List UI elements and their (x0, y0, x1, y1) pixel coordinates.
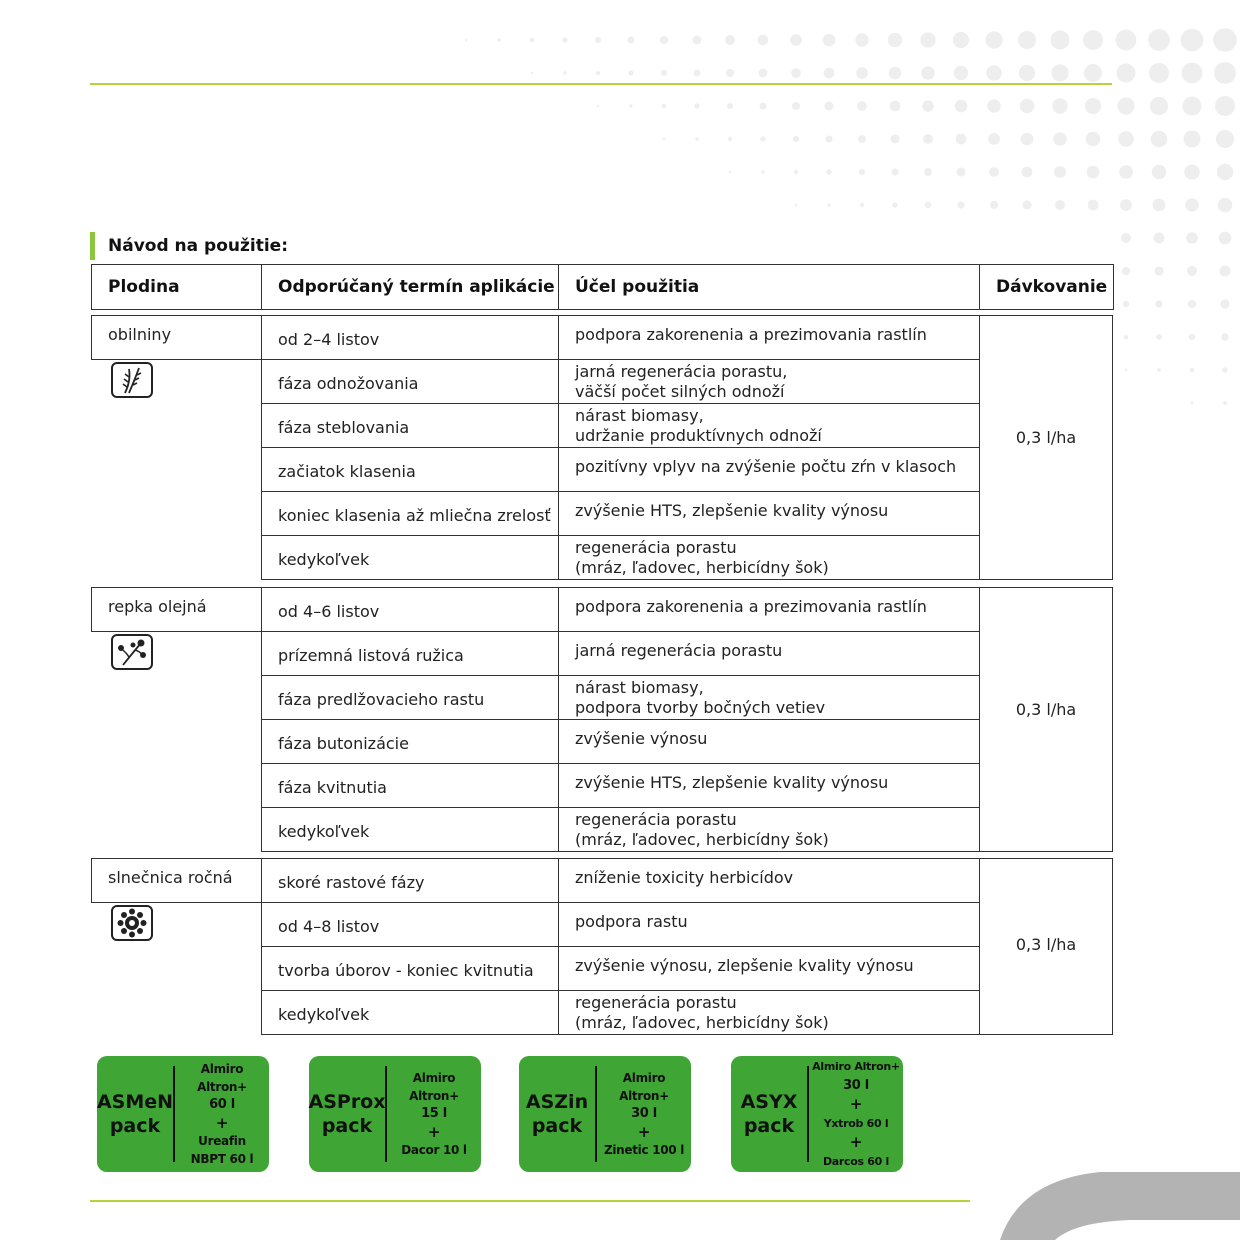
purpose-line: podpora tvorby bočných vetiev (575, 697, 826, 717)
table-header-purpose (558, 264, 980, 310)
purpose-cell (558, 902, 980, 947)
decor-dot (888, 33, 902, 47)
decor-dot (795, 204, 798, 207)
decor-dot (1154, 233, 1165, 244)
decor-dot (827, 203, 831, 207)
crop-name: repka olejná (108, 597, 207, 616)
decor-dot (891, 168, 898, 175)
decor-dot (596, 71, 600, 75)
decor-dot (1124, 335, 1129, 340)
purpose-line: zvýšenie výnosu, zlepšenie kvality výnosu (575, 955, 914, 975)
purpose-text (575, 678, 825, 718)
decor-dot (1153, 199, 1166, 212)
decor-dot (1221, 333, 1228, 340)
pack-name-line: pack (743, 1115, 795, 1137)
pack-item: Almiro Altron+ (197, 1062, 247, 1094)
term-text: kedykoľvek (278, 821, 370, 841)
decor-dot (1019, 65, 1035, 81)
term-text: fáza predlžovacieho rastu (278, 689, 485, 709)
term-cell (261, 719, 559, 764)
decor-dot (1122, 267, 1130, 275)
decor-dot (1119, 165, 1133, 179)
crop-cell (91, 587, 262, 632)
decor-dot (860, 203, 864, 207)
pack-item: Zinetic 100 l (603, 1143, 685, 1157)
decor-dot (562, 37, 567, 42)
purpose-line: podpora rastu (575, 911, 688, 931)
decor-dot (956, 134, 967, 145)
decor-dot (1188, 300, 1196, 308)
purpose-cell (558, 719, 980, 764)
decor-dot (1215, 96, 1235, 116)
pack-plus: + (637, 1123, 651, 1141)
decor-dot (1214, 62, 1236, 84)
term-cell (261, 403, 559, 448)
decor-dot (1191, 402, 1194, 405)
decor-dot (892, 202, 897, 207)
decor-dot (1055, 200, 1065, 210)
decor-dot (1054, 166, 1066, 178)
term-cell (261, 763, 559, 808)
pack-name (519, 1056, 595, 1172)
purpose-text (575, 912, 688, 932)
decor-dot (1184, 164, 1199, 179)
purpose-line: regenerácia porastu (575, 809, 737, 829)
product-pack (309, 1056, 481, 1172)
decor-dot (693, 36, 702, 45)
product-pack (519, 1056, 691, 1172)
purpose-text (575, 325, 927, 345)
decor-dot (1018, 31, 1036, 49)
pack-item: Almiro Altron+ (409, 1071, 459, 1103)
purpose-cell (558, 315, 980, 360)
pack-name (309, 1056, 385, 1172)
decor-dot (725, 35, 735, 45)
term-text: začiatok klasenia (278, 461, 416, 481)
pack-name-line: ASProx (308, 1091, 386, 1113)
dose-value: 0,3 l/ha (1015, 935, 1077, 954)
term-cell (261, 535, 559, 580)
decor-dot (1116, 30, 1137, 51)
decor-dot (920, 32, 935, 47)
term-cell (261, 807, 559, 852)
purpose-line: zvýšenie HTS, zlepšenie kvality výnosu (575, 772, 889, 792)
decor-dot (1051, 64, 1068, 81)
decor-dot (824, 68, 835, 79)
term-cell (261, 675, 559, 720)
decor-dot (825, 135, 832, 142)
decor-dot (758, 35, 769, 46)
term-text: fáza kvitnutia (278, 777, 387, 797)
product-pack (97, 1056, 269, 1172)
table-header-term (261, 264, 559, 310)
decor-dot (954, 66, 968, 80)
decor-dot (794, 170, 798, 174)
decor-dot (825, 102, 834, 111)
decor-dot (957, 168, 966, 177)
section-title: Návod na použitie: (90, 232, 288, 260)
purpose-line: nárast biomasy, (575, 677, 704, 697)
term-text: fáza steblovania (278, 417, 410, 437)
term-text: od 2–4 listov (278, 329, 380, 349)
decor-dot (1023, 201, 1032, 210)
decor-dot (955, 100, 968, 113)
decor-dot (1219, 232, 1232, 245)
term-cell (261, 946, 559, 991)
decor-dot (986, 65, 1001, 80)
dose-cell (979, 587, 1113, 852)
decor-dot (1185, 198, 1199, 212)
decor-dot (761, 170, 764, 173)
pack-item: Ureafin (198, 1134, 246, 1148)
decor-dot (1183, 97, 1202, 116)
wheat-icon (111, 362, 153, 398)
decor-dot (694, 70, 701, 77)
decor-dot (857, 101, 867, 111)
term-cell (261, 491, 559, 536)
crop-cell (91, 858, 262, 903)
decor-dot (695, 137, 698, 140)
decor-dot (663, 138, 666, 141)
decor-dot (989, 167, 999, 177)
decor-dot (924, 168, 932, 176)
decor-dot (661, 70, 667, 76)
header-label: Odporúčaný termín aplikácie (278, 277, 555, 297)
term-text: kedykoľvek (278, 549, 370, 569)
decor-dot (728, 137, 732, 141)
decor-dot (988, 133, 1000, 145)
purpose-line: udržanie produktívnych odnoží (575, 425, 822, 445)
purpose-text (575, 773, 888, 793)
purpose-line: regenerácia porastu (575, 992, 737, 1012)
bottom-accent-line (90, 1200, 970, 1202)
purpose-text (575, 729, 707, 749)
decor-dot (856, 67, 868, 79)
rapeseed-icon (111, 634, 153, 670)
purpose-cell (558, 990, 980, 1035)
purpose-line: jarná regenerácia porastu (575, 640, 783, 660)
decor-dot (1152, 165, 1167, 180)
decor-dot (1083, 30, 1103, 50)
purpose-line: nárast biomasy, (575, 405, 704, 425)
purpose-text (575, 868, 793, 888)
decor-dot (1183, 130, 1200, 147)
decor-dot (1156, 334, 1162, 340)
pack-name-line: ASMeN (96, 1091, 174, 1113)
pack-plus: + (849, 1133, 863, 1151)
decor-dot (1120, 199, 1132, 211)
term-text: tvorba úborov - koniec kvitnutia (278, 960, 534, 980)
dose-value: 0,3 l/ha (1015, 700, 1077, 719)
crop-name: obilniny (108, 325, 172, 344)
decor-dot (694, 103, 699, 108)
purpose-line: (mráz, ľadovec, herbicídny šok) (575, 829, 829, 849)
purpose-cell (558, 535, 980, 580)
decor-dot (1021, 133, 1034, 146)
dose-cell (979, 858, 1113, 1035)
header-label: Účel použitia (575, 277, 700, 297)
decor-dot (1216, 130, 1234, 148)
purpose-text (575, 810, 829, 850)
term-text: kedykoľvek (278, 1004, 370, 1024)
pack-item: Darcos 60 l (822, 1155, 890, 1168)
decor-dot (858, 135, 866, 143)
decor-dot (1088, 200, 1099, 211)
pack-item: 30 l (631, 1106, 657, 1121)
pack-item: Almiro Altron+ (812, 1060, 900, 1073)
pack-contents (387, 1056, 481, 1172)
purpose-line: (mráz, ľadovec, herbicídny šok) (575, 557, 829, 577)
decor-dot (497, 38, 500, 41)
decor-dot (1053, 132, 1067, 146)
decor-dot (1150, 97, 1168, 115)
decor-dot (1020, 99, 1034, 113)
term-cell (261, 858, 559, 903)
pack-name-line: pack (109, 1115, 161, 1137)
decor-dot (629, 104, 632, 107)
decor-dot (662, 104, 666, 108)
decor-dot (1118, 131, 1133, 146)
decor-dot (823, 34, 836, 47)
pack-item: 15 l (421, 1106, 447, 1121)
purpose-line: (mráz, ľadovec, herbicídny šok) (575, 1012, 829, 1032)
decor-dot (759, 69, 768, 78)
decor-dot (987, 99, 1001, 113)
pack-plus: + (215, 1114, 229, 1132)
decor-dot (1123, 301, 1129, 307)
sunflower-icon (111, 905, 153, 941)
term-text: od 4–6 listov (278, 601, 380, 621)
purpose-line: zvýšenie výnosu (575, 728, 708, 748)
decor-dot (1220, 266, 1231, 277)
decor-dot (628, 70, 633, 75)
purpose-cell (558, 763, 980, 808)
decor-dot (1117, 97, 1134, 114)
decor-dot (1085, 98, 1101, 114)
crop-name: slnečnica ročná (108, 868, 233, 887)
term-text: skoré rastové fázy (278, 872, 425, 892)
term-cell (261, 990, 559, 1035)
decor-dot (922, 100, 934, 112)
decor-dot (953, 32, 969, 48)
decor-dot (1218, 198, 1233, 213)
purpose-text (575, 457, 956, 477)
decor-dot (1190, 368, 1195, 373)
purpose-text (575, 641, 782, 661)
decor-dot (1189, 334, 1195, 340)
decor-dot (760, 136, 765, 141)
pack-item: Yxtrob 60 l (823, 1117, 889, 1130)
decor-dot (1154, 266, 1163, 275)
pack-plus: + (849, 1095, 863, 1113)
header-label: Dávkovanie (996, 277, 1108, 297)
decor-dot (1157, 368, 1161, 372)
purpose-cell (558, 359, 980, 404)
decor-dot (531, 72, 533, 74)
product-pack (731, 1056, 903, 1172)
purpose-line: zníženie toxicity herbicídov (575, 867, 794, 887)
pack-plus: + (427, 1123, 441, 1141)
decor-dot (595, 37, 601, 43)
pack-name (97, 1056, 173, 1172)
decor-dot (1151, 131, 1167, 147)
decor-dot (628, 37, 635, 44)
purpose-text (575, 597, 927, 617)
table-header-crop (91, 264, 262, 310)
purpose-cell (558, 447, 980, 492)
purpose-line: zvýšenie HTS, zlepšenie kvality výnosu (575, 500, 889, 520)
purpose-text (575, 993, 829, 1033)
decor-dot (855, 33, 868, 46)
decor-dot (465, 39, 467, 41)
decor-dot (597, 105, 599, 107)
decor-dot (1086, 132, 1100, 146)
pack-contents (175, 1056, 269, 1172)
purpose-text (575, 538, 829, 578)
decor-dot (1213, 28, 1237, 52)
top-accent-line (90, 83, 1112, 85)
decor-dot (726, 69, 734, 77)
purpose-line: pozitívny vplyv na zvýšenie počtu zŕn v klasoch (575, 456, 957, 476)
pack-contents (597, 1056, 691, 1172)
decor-dot (660, 36, 668, 44)
purpose-line: regenerácia porastu (575, 537, 737, 557)
decor-dot (1182, 63, 1203, 84)
purpose-cell (558, 807, 980, 852)
crop-cell (91, 315, 262, 360)
term-cell (261, 359, 559, 404)
decor-dot (729, 171, 732, 174)
purpose-cell (558, 631, 980, 676)
decor-dot (1220, 299, 1229, 308)
pack-name-line: ASYX (740, 1091, 798, 1113)
purpose-cell (558, 675, 980, 720)
term-text: prízemná listová ružica (278, 645, 464, 665)
term-text: koniec klasenia až mliečna zrelosť (278, 505, 551, 525)
decor-dot (923, 134, 933, 144)
decor-dot (1052, 98, 1067, 113)
decor-dot (889, 67, 902, 80)
decor-dot (1186, 232, 1198, 244)
decor-dot (1051, 31, 1070, 50)
header-label: Plodina (108, 277, 180, 297)
purpose-line: podpora zakorenenia a prezimovania rastlín (575, 324, 927, 344)
term-cell (261, 631, 559, 676)
pack-item: 60 l (209, 1097, 235, 1112)
decor-dot (792, 102, 800, 110)
decor-dot (1155, 300, 1162, 307)
purpose-text (575, 362, 787, 402)
decor-dot (727, 103, 733, 109)
purpose-text (575, 956, 914, 976)
decor-dot (891, 135, 900, 144)
pack-name (731, 1056, 807, 1172)
decor-dot (791, 68, 801, 78)
decor-dot (990, 201, 998, 209)
purpose-text (575, 406, 822, 446)
decor-dot (1217, 164, 1233, 180)
corner-decoration (960, 1160, 1240, 1240)
purpose-line: väčší počet silných odnoží (575, 381, 785, 401)
table-header-dose (979, 264, 1114, 310)
purpose-cell (558, 491, 980, 536)
purpose-cell (558, 587, 980, 632)
pack-item: Dacor 10 l (401, 1143, 467, 1157)
decor-dot (530, 38, 534, 42)
decor-dot (790, 34, 802, 46)
decor-dot (1148, 29, 1170, 51)
decor-dot (925, 202, 931, 208)
pack-name-line: pack (321, 1115, 373, 1137)
decor-dot (1149, 63, 1169, 83)
purpose-cell (558, 946, 980, 991)
pack-item: NBPT 60 l (190, 1152, 254, 1166)
pack-name-line: pack (531, 1115, 583, 1137)
decor-dot (921, 66, 934, 79)
term-text: fáza butonizácie (278, 733, 409, 753)
pack-item: Almiro Altron+ (619, 1071, 669, 1103)
decor-dot (793, 136, 799, 142)
decor-dot (1125, 369, 1128, 372)
purpose-line: podpora zakorenenia a prezimovania rastlín (575, 596, 927, 616)
decor-dot (826, 169, 831, 174)
decor-dot (1187, 266, 1197, 276)
decor-dot (859, 169, 865, 175)
purpose-cell (558, 403, 980, 448)
decor-dot (890, 101, 901, 112)
dose-cell (979, 315, 1113, 580)
decor-dot (1222, 367, 1228, 373)
decor-dot (563, 71, 566, 74)
decor-dot (1223, 401, 1227, 405)
term-cell (261, 315, 559, 360)
term-cell (261, 902, 559, 947)
purpose-line: jarná regenerácia porastu, (575, 361, 788, 381)
decor-dot (1022, 167, 1033, 178)
decor-dot (1084, 64, 1102, 82)
term-text: od 4–8 listov (278, 916, 380, 936)
purpose-text (575, 501, 888, 521)
pack-contents (809, 1056, 903, 1172)
purpose-cell (558, 858, 980, 903)
decor-dot (957, 201, 964, 208)
term-cell (261, 587, 559, 632)
decor-dot (985, 31, 1002, 48)
decor-dot (1117, 64, 1136, 83)
decor-dot (1087, 166, 1100, 179)
term-text: fáza odnožovania (278, 373, 419, 393)
decor-dot (760, 103, 767, 110)
dose-value: 0,3 l/ha (1015, 428, 1077, 447)
decor-dot (1181, 29, 1204, 52)
pack-name-line: ASZin (525, 1091, 589, 1113)
pack-item: 30 l (843, 1078, 869, 1093)
term-cell (261, 447, 559, 492)
decor-dot (1121, 233, 1131, 243)
